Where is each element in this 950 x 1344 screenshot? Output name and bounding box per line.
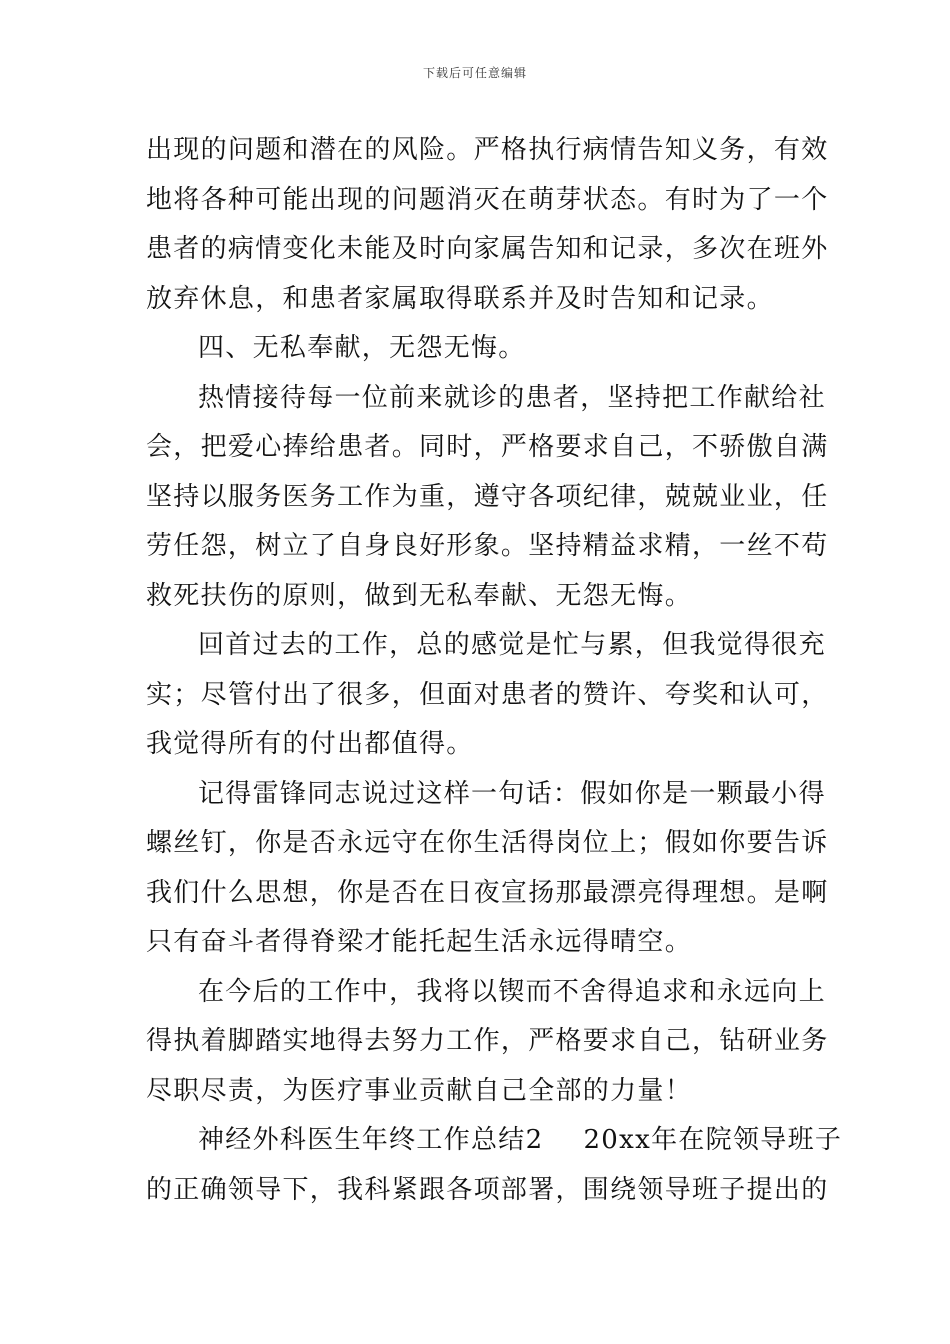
section-heading-four: [146, 324, 808, 374]
text-line: 螺丝钉，你是否永远守在你生活得岗位上；假如你要告诉: [146, 828, 829, 858]
paragraph-summary-two: [146, 1116, 843, 1215]
text-line: 劳任怨，树立了自身良好形象。坚持精益求精，一丝不苟: [146, 531, 829, 561]
text-line: 的正确领导下，我科紧跟各项部署，围绕领导班子提出的: [146, 1174, 829, 1205]
text-line: 地将各种可能出现的问题消灭在萌芽状态。有时为了一个: [146, 184, 829, 215]
section-heading: 四、无私奉献，无怨无悔。: [198, 333, 526, 363]
paragraph-leifeng-quote: [146, 770, 829, 968]
paragraph-future-work: [146, 968, 829, 1117]
text-line: 只有奋斗者得脊梁才能托起生活永远得晴空。: [146, 927, 693, 957]
paragraph-reflection: [146, 621, 829, 770]
text-line: 回首过去的工作，总的感觉是忙与累，但我觉得很充: [198, 630, 826, 660]
text-line: 在今后的工作中，我将以锲而不舍得追求和永远向上: [198, 976, 826, 1007]
text-line: 我们什么思想，你是否在日夜宣扬那最漂亮得理想。是啊: [146, 877, 829, 908]
text-line: 会，把爱心捧给患者。同时，严格要求自己，不骄傲自满: [146, 432, 829, 462]
page-header-note: 下载后可任意编辑: [422, 66, 527, 80]
text-line: 放弃休息，和患者家属取得联系并及时告知和记录。: [146, 283, 774, 314]
text-line: 患者的病情变化未能及时向家属告知和记录，多次在班外: [146, 234, 829, 264]
paragraph-dedication: [146, 374, 829, 622]
text-line: 出现的问题和潜在的风险。严格执行病情告知义务，有效: [146, 135, 829, 165]
text-line: 热情接待每一位前来就诊的患者，坚持把工作献给社: [198, 382, 826, 413]
paragraph-risk-management: [146, 126, 829, 324]
text-line: 尽职尽责，为医疗事业贡献自己全部的力量！: [146, 1075, 693, 1106]
text-line: 我觉得所有的付出都值得。: [146, 729, 474, 759]
text-line: [146, 1116, 843, 1166]
text-line: 记得雷锋同志说过这样一句话：假如你是一颗最小得: [198, 778, 826, 809]
text-line: 坚持以服务医务工作为重，遵守各项纪律，兢兢业业，任: [146, 481, 829, 512]
summary-title: 神经外科医生年终工作总结2: [198, 1125, 544, 1155]
text-line: 救死扶伤的原则，做到无私奉献、无怨无悔。: [146, 580, 693, 611]
summary-title-continuation: 20xx年在院领导班子: [583, 1125, 843, 1155]
text-line: 得执着脚踏实地得去努力工作，严格要求自己，钻研业务: [146, 1026, 829, 1056]
text-line: 实；尽管付出了很多，但面对患者的赞许、夸奖和认可，: [146, 679, 829, 710]
document-body: [146, 126, 843, 1215]
